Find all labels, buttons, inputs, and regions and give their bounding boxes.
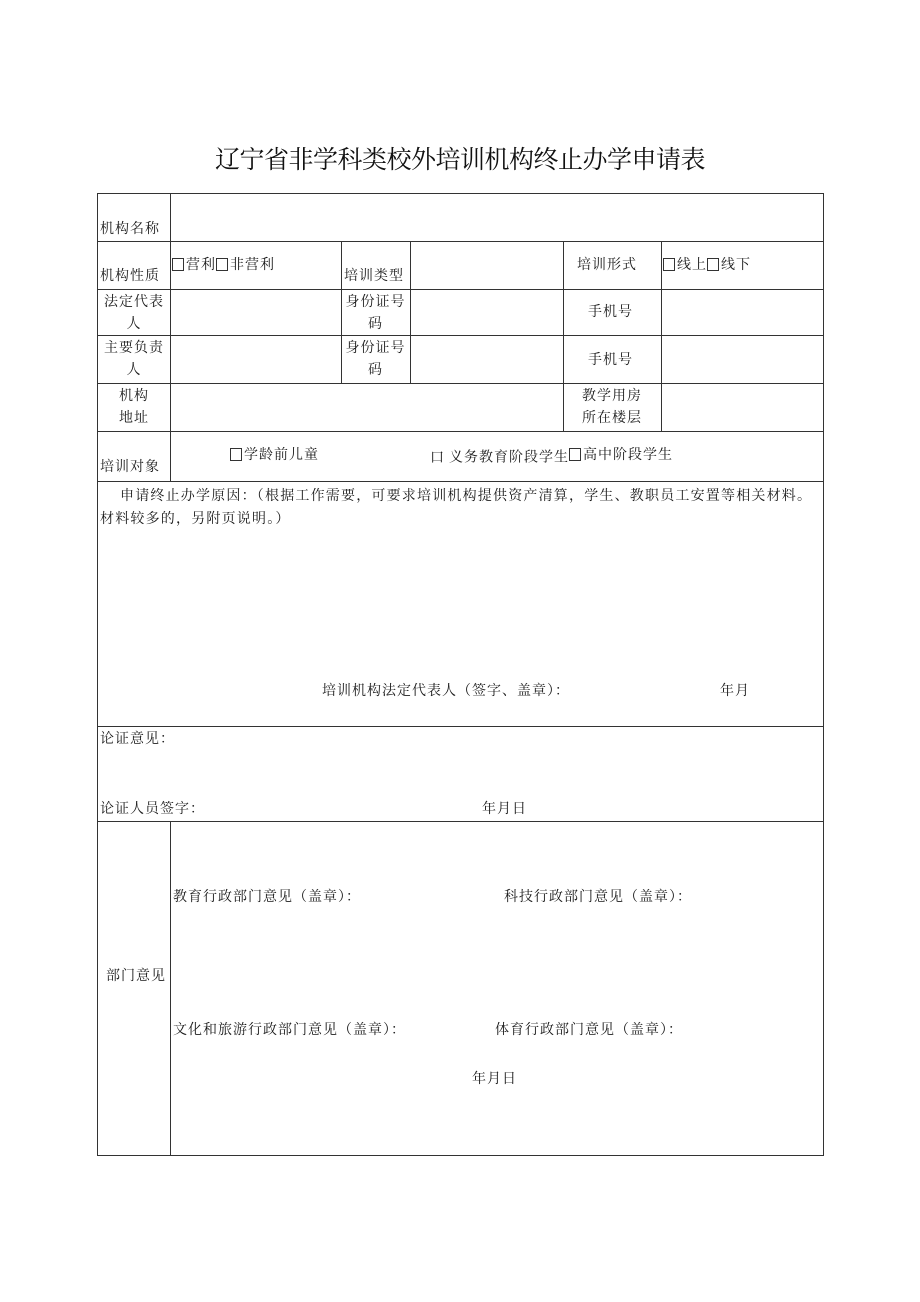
principal-phone-field[interactable] — [663, 337, 821, 382]
nature-label: 机构性质 — [100, 268, 160, 284]
dept-education-label: 教育行政部门意见（盖章）： — [173, 889, 361, 905]
review-signer-label: 论证人员签字： — [100, 801, 205, 817]
target-options-school — [430, 444, 673, 469]
name-field[interactable] — [172, 196, 820, 239]
nature-option-for-profit[interactable]: 营利 — [172, 254, 216, 276]
legal-rep-id-field[interactable] — [412, 291, 562, 334]
checkbox-icon[interactable] — [216, 258, 228, 271]
column-divider — [170, 194, 171, 481]
reason-text: 申请终止办学原因：（根据工作需要，可要求培训机构提供资产清算，学生、教职员工安置等相关材料。材料较多的，另附页说明。） — [100, 488, 813, 527]
id-label: 身份证号 码 — [345, 340, 406, 378]
name-label: 机构名称 — [100, 221, 160, 237]
id-label: 身份证号 码 — [345, 294, 406, 332]
form-label: 培训形式 — [577, 257, 637, 273]
column-divider — [410, 241, 411, 383]
form-option-online[interactable]: 线上 — [663, 254, 707, 276]
target-option-preschool[interactable]: 学龄前儿童 — [230, 444, 319, 466]
target-option-high-school[interactable]: 高中阶段学生 — [569, 444, 673, 466]
column-divider — [661, 241, 662, 431]
checkbox-icon[interactable] — [707, 258, 719, 271]
floor-label: 教学用房 所在楼层 — [582, 388, 642, 426]
principal-field[interactable] — [172, 337, 340, 382]
review-date: 年月日 — [482, 801, 527, 817]
row-divider — [98, 821, 823, 822]
column-divider — [170, 821, 171, 1155]
form-options — [663, 254, 751, 279]
checkbox-icon[interactable] — [569, 448, 581, 461]
dept-label: 部门意见 — [106, 968, 166, 984]
legal-rep-label: 法定代表 人 — [104, 294, 164, 332]
checkbox-icon[interactable] — [230, 448, 242, 461]
type-label: 培训类型 — [344, 268, 404, 284]
dept-date: 年月日 — [472, 1071, 517, 1087]
dept-science-label: 科技行政部门意见（盖章）： — [504, 889, 692, 905]
nature-options — [172, 254, 275, 279]
address-label: 机构 地址 — [119, 388, 149, 426]
phone-label: 手机号 — [588, 304, 633, 320]
target-mark-compulsory[interactable]: 口 — [430, 449, 445, 466]
reason-date: 年月 — [720, 683, 750, 699]
target-option-compulsory: 义务教育阶段学生 — [449, 449, 569, 466]
checkbox-icon[interactable] — [172, 258, 184, 271]
principal-label: 主要负责 人 — [104, 340, 164, 378]
page-title: 辽宁省非学科类校外培训机构终止办学申请表 — [214, 145, 705, 174]
form-option-offline[interactable]: 线下 — [707, 254, 751, 276]
legal-rep-field[interactable] — [172, 291, 340, 334]
row-divider — [98, 241, 823, 242]
row-divider — [98, 289, 823, 290]
legal-rep-phone-field[interactable] — [663, 291, 821, 334]
row-divider — [98, 481, 823, 482]
row-divider — [98, 726, 823, 727]
application-form — [97, 193, 824, 1156]
floor-field[interactable] — [663, 385, 821, 430]
checkbox-icon[interactable] — [663, 258, 675, 271]
nature-option-non-profit[interactable]: 非营利 — [216, 254, 275, 276]
type-field[interactable] — [412, 243, 561, 287]
row-divider — [98, 431, 823, 432]
phone-label: 手机号 — [588, 352, 633, 368]
row-divider — [98, 335, 823, 336]
row-divider — [98, 383, 823, 384]
review-opinion-label: 论证意见： — [100, 731, 175, 747]
target-label: 培训对象 — [100, 459, 160, 475]
reason-signature-label: 培训机构法定代表人（签字、盖章）： — [322, 683, 570, 699]
dept-culture-label: 文化和旅游行政部门意见（盖章）： — [173, 1022, 406, 1038]
address-field[interactable] — [172, 385, 562, 430]
dept-sports-label: 体育行政部门意见（盖章）： — [495, 1022, 683, 1038]
principal-id-field[interactable] — [412, 337, 562, 382]
